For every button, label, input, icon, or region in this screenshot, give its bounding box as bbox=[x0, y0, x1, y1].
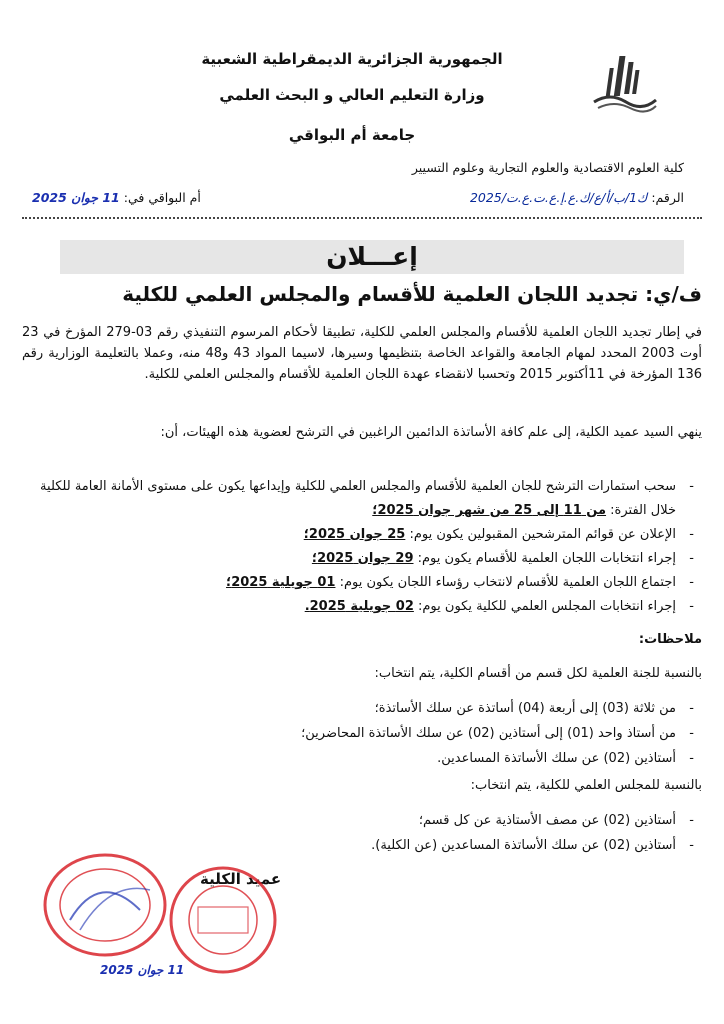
list-dash: - bbox=[689, 726, 694, 741]
faculty-name: كلية العلوم الاقتصادية والعلوم التجارية وعلوم التسيير bbox=[411, 160, 684, 175]
date-value: 11 جوان 2025 bbox=[32, 190, 120, 205]
list-item bbox=[24, 475, 694, 523]
list-item bbox=[301, 746, 694, 771]
item-text: من أستاذ واحد (01) إلى أستاذين (02) عن سلك الأساتذة المحاضرين؛ bbox=[301, 726, 676, 741]
list-dash: - bbox=[689, 599, 694, 614]
header-university: جامعة أم البواقي bbox=[288, 126, 416, 144]
item-text: أستاذين (02) عن سلك الأساتذة المساعدين (عن الكلية). bbox=[371, 838, 676, 853]
item-highlight: 02 جويلية 2025. bbox=[304, 599, 414, 614]
signature-date: 11 جوان 2025 bbox=[100, 963, 185, 977]
item-text: إجراء انتخابات المجلس العلمي للكلية يكون يوم: bbox=[413, 599, 676, 614]
item-highlight: 01 جويلية 2025؛ bbox=[226, 575, 336, 590]
item-text: الإعلان عن قوائم المترشحين المقبولين يكون يوم: bbox=[405, 527, 676, 542]
reference-value: ك1/ب/أ/ع/ك.ع.إ.ع.ت.ع.ت/2025 bbox=[469, 190, 648, 205]
list-item bbox=[371, 808, 694, 833]
list-dash: - bbox=[689, 751, 694, 766]
list-item bbox=[24, 547, 694, 571]
announcement-subject: ف/ي: تجديد اللجان العلمية للأقسام والمجلس العلمي للكلية bbox=[122, 282, 702, 306]
header-divider bbox=[22, 217, 702, 219]
faculty-stamp bbox=[168, 862, 278, 977]
list-dash: - bbox=[689, 813, 694, 828]
item-text: سحب استمارات الترشح للجان العلمية للأقسام والمجلس العلمي للكلية وإيداعها يكون على مستوى الأمانة العامة للكلية خلال الفترة: bbox=[40, 479, 676, 518]
round-stamp bbox=[40, 850, 170, 960]
university-logo bbox=[590, 52, 660, 114]
issue-date bbox=[32, 190, 201, 205]
header-ministry: وزارة التعليم العالي و البحث العلمي bbox=[219, 86, 485, 104]
list-dash: - bbox=[689, 701, 694, 716]
note-department-committee: بالنسبة للجنة العلمية لكل قسم من أقسام الكلية، يتم انتخاب: bbox=[374, 666, 702, 681]
header-republic: الجمهورية الجزائرية الديمقراطية الشعبية bbox=[201, 50, 503, 68]
date-label: أم البواقي في: bbox=[123, 190, 201, 205]
item-text: أستاذين (02) عن سلك الأساتذة المساعدين. bbox=[437, 751, 676, 766]
item-text: اجتماع اللجان العلمية للأقسام لانتخاب رؤساء اللجان يكون يوم: bbox=[335, 575, 676, 590]
list-dash: - bbox=[689, 479, 694, 494]
list-item bbox=[24, 595, 694, 619]
reference-number bbox=[470, 190, 684, 205]
list-item bbox=[24, 523, 694, 547]
notes-heading: ملاحظات: bbox=[638, 632, 702, 647]
note-faculty-council: بالنسبة للمجلس العلمي للكلية، يتم انتخاب: bbox=[470, 778, 702, 793]
item-text: أستاذين (02) عن مصف الأستاذية عن كل قسم؛ bbox=[418, 813, 676, 828]
item-text: من ثلاثة (03) إلى أربعة (04) أساتذة عن سلك الأساتذة؛ bbox=[374, 701, 676, 716]
schedule-list bbox=[24, 475, 694, 619]
list-item bbox=[371, 833, 694, 858]
intro-paragraph: في إطار تجديد اللجان العلمية للأقسام والمجلس العلمي للكلية، تطبيقا لأحكام المرسوم التنفيذي رقم 03-279 المؤرخ في 23 أوت 2003 المحدد لمهام الجامعة والقواعد الخاصة بتنظيمها وسيرها، لاسيما المواد 43 و48 منه، وعملا بالتعليمة الوزارية رقم 136 المؤرخة في 11أكتوبر 2015 وتحسبا لانقضاء عهدة اللجان العلمية للأقسام والمجلس العلمي للكلية. bbox=[22, 325, 703, 382]
department-committee-list bbox=[301, 696, 694, 771]
announcement-title: إعـــلان bbox=[60, 240, 684, 274]
item-highlight: 25 جوان 2025؛ bbox=[303, 527, 406, 542]
list-item bbox=[24, 571, 694, 595]
list-dash: - bbox=[689, 575, 694, 590]
list-dash: - bbox=[689, 527, 694, 542]
list-item bbox=[301, 721, 694, 746]
item-highlight: 29 جوان 2025؛ bbox=[311, 551, 414, 566]
list-dash: - bbox=[689, 838, 694, 853]
dean-title: عميد الكلية bbox=[200, 870, 282, 888]
list-dash: - bbox=[689, 551, 694, 566]
item-text: إجراء انتخابات اللجان العلمية للأقسام يكون يوم: bbox=[413, 551, 676, 566]
faculty-council-list bbox=[371, 808, 694, 858]
notice-paragraph: ينهي السيد عميد الكلية، إلى علم كافة الأساتذة الدائمين الراغبين في الترشح لعضوية هذه الهيئات، أن: bbox=[160, 425, 702, 440]
list-item bbox=[301, 696, 694, 721]
item-highlight: من 11 إلى 25 من شهر جوان 2025؛ bbox=[372, 503, 607, 518]
reference-label: الرقم: bbox=[651, 190, 684, 205]
